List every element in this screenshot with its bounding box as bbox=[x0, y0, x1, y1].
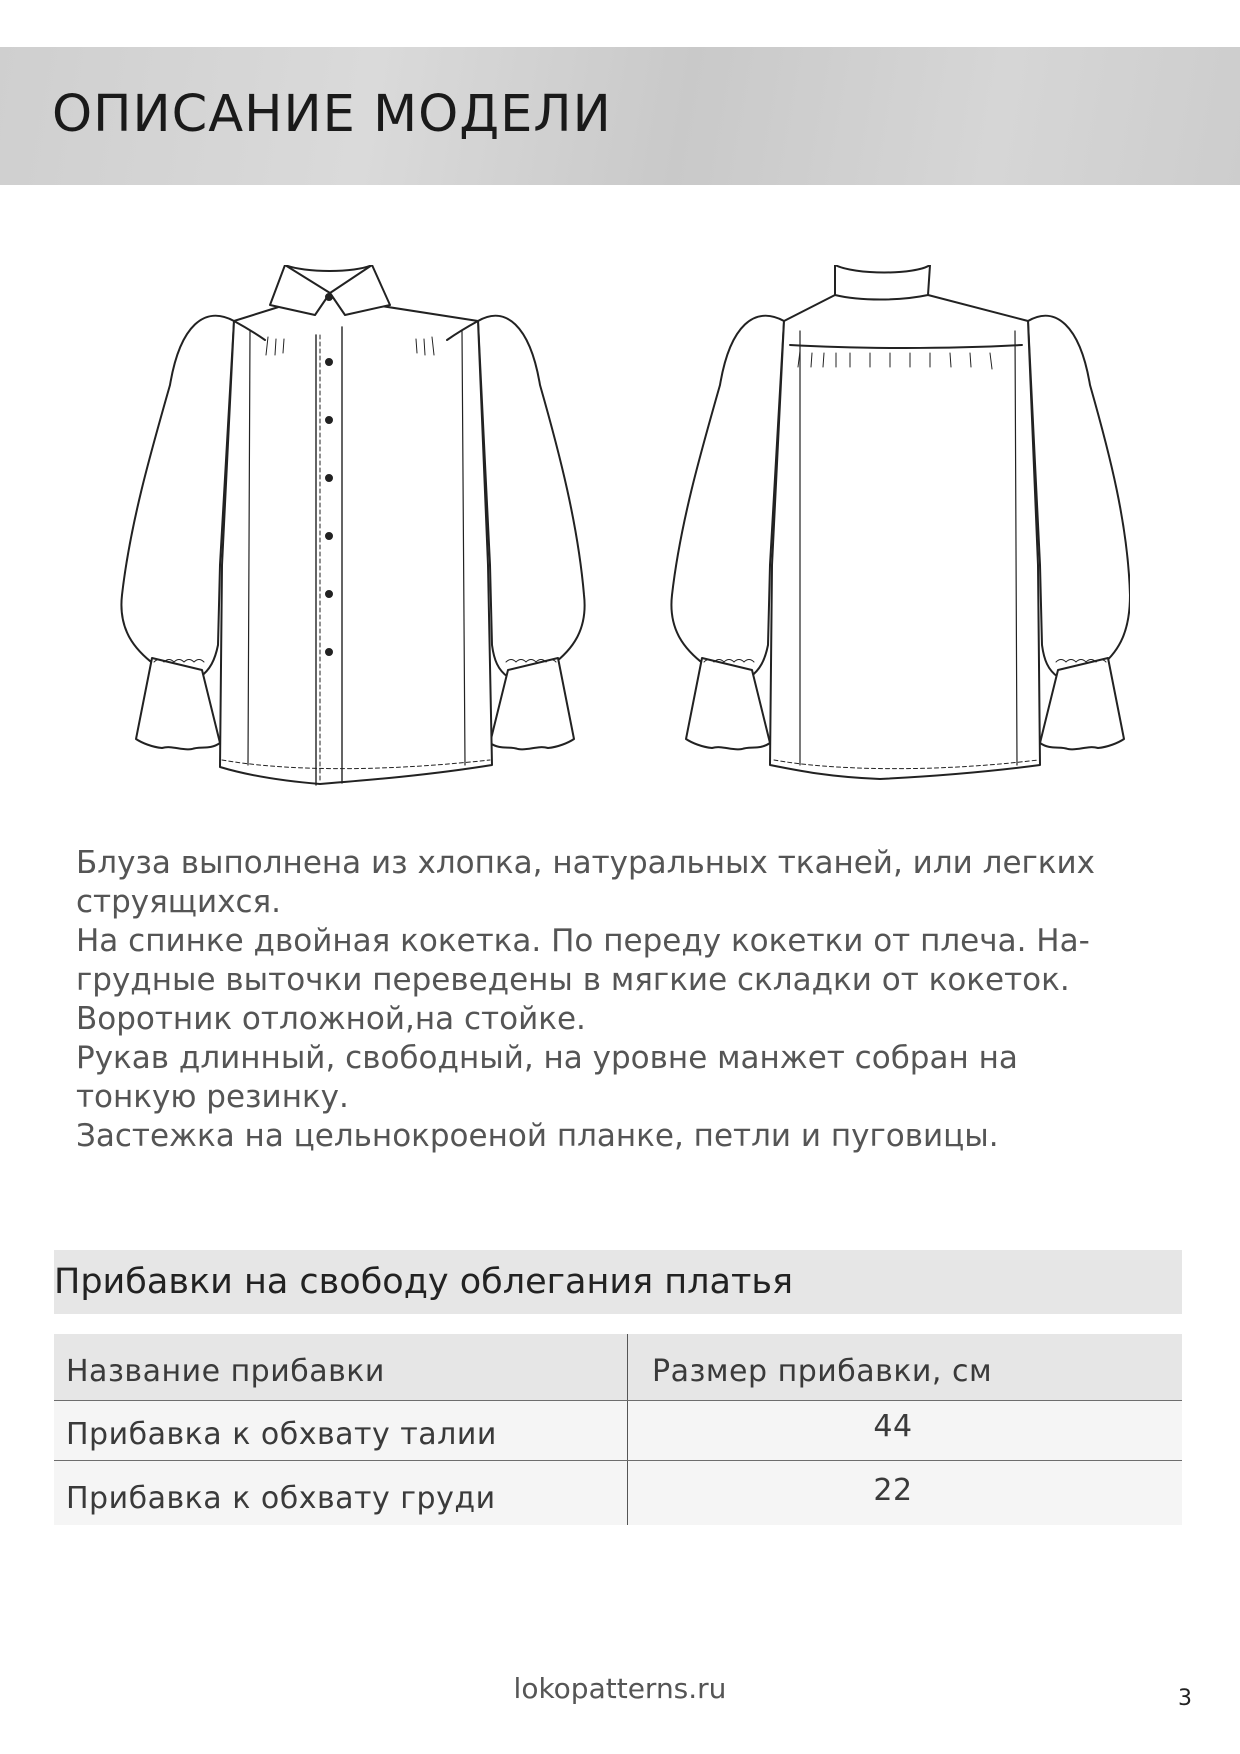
column-header-size: Размер прибавки, см bbox=[652, 1354, 993, 1389]
description-line: струящихся. bbox=[76, 884, 282, 920]
allowance-value: 22 bbox=[873, 1473, 913, 1508]
table-row bbox=[54, 1401, 1182, 1461]
allowances-table bbox=[54, 1334, 1182, 1525]
table-header-row bbox=[54, 1334, 1182, 1401]
description-line: Блуза выполнена из хлопка, натуральных тканей, или легких bbox=[76, 845, 1096, 881]
description-line: Рукав длинный, свободный, на уровне манжет собран на bbox=[76, 1040, 1018, 1076]
table-cell bbox=[54, 1461, 628, 1525]
description-line: грудные выточки переведены в мягкие складки от кокеток. bbox=[76, 962, 1070, 998]
description-line: Застежка на цельнокроеной планке, петли и пуговицы. bbox=[76, 1118, 999, 1154]
table-header-cell bbox=[54, 1334, 628, 1400]
table-row bbox=[54, 1461, 1182, 1525]
table-header-cell bbox=[628, 1334, 1182, 1400]
header-banner bbox=[0, 47, 1240, 185]
table-cell bbox=[628, 1461, 1182, 1525]
back-view-sketch bbox=[671, 265, 1130, 779]
blouse-flat-sketches bbox=[110, 265, 1130, 795]
table-cell bbox=[54, 1401, 628, 1460]
allowance-value: 44 bbox=[873, 1409, 913, 1444]
footer-website: lokopatterns.ru bbox=[513, 1672, 727, 1705]
allowance-name: Прибавка к обхвату талии bbox=[66, 1417, 497, 1452]
section-header bbox=[54, 1250, 1182, 1314]
column-header-name: Название прибавки bbox=[66, 1354, 385, 1389]
page-title: ОПИСАНИЕ МОДЕЛИ bbox=[52, 85, 612, 144]
section-title: Прибавки на свободу облегания платья bbox=[54, 1262, 794, 1302]
page-number: 3 bbox=[1178, 1686, 1192, 1711]
model-description bbox=[76, 844, 1136, 1156]
table-cell bbox=[628, 1401, 1182, 1460]
description-line: тонкую резинку. bbox=[76, 1079, 349, 1115]
allowance-name: Прибавка к обхвату груди bbox=[66, 1481, 496, 1516]
description-line: Воротник отложной,на стойке. bbox=[76, 1001, 586, 1037]
description-line: На спинке двойная кокетка. По переду кокетки от плеча. На- bbox=[76, 923, 1090, 959]
front-view-sketch bbox=[121, 265, 584, 785]
